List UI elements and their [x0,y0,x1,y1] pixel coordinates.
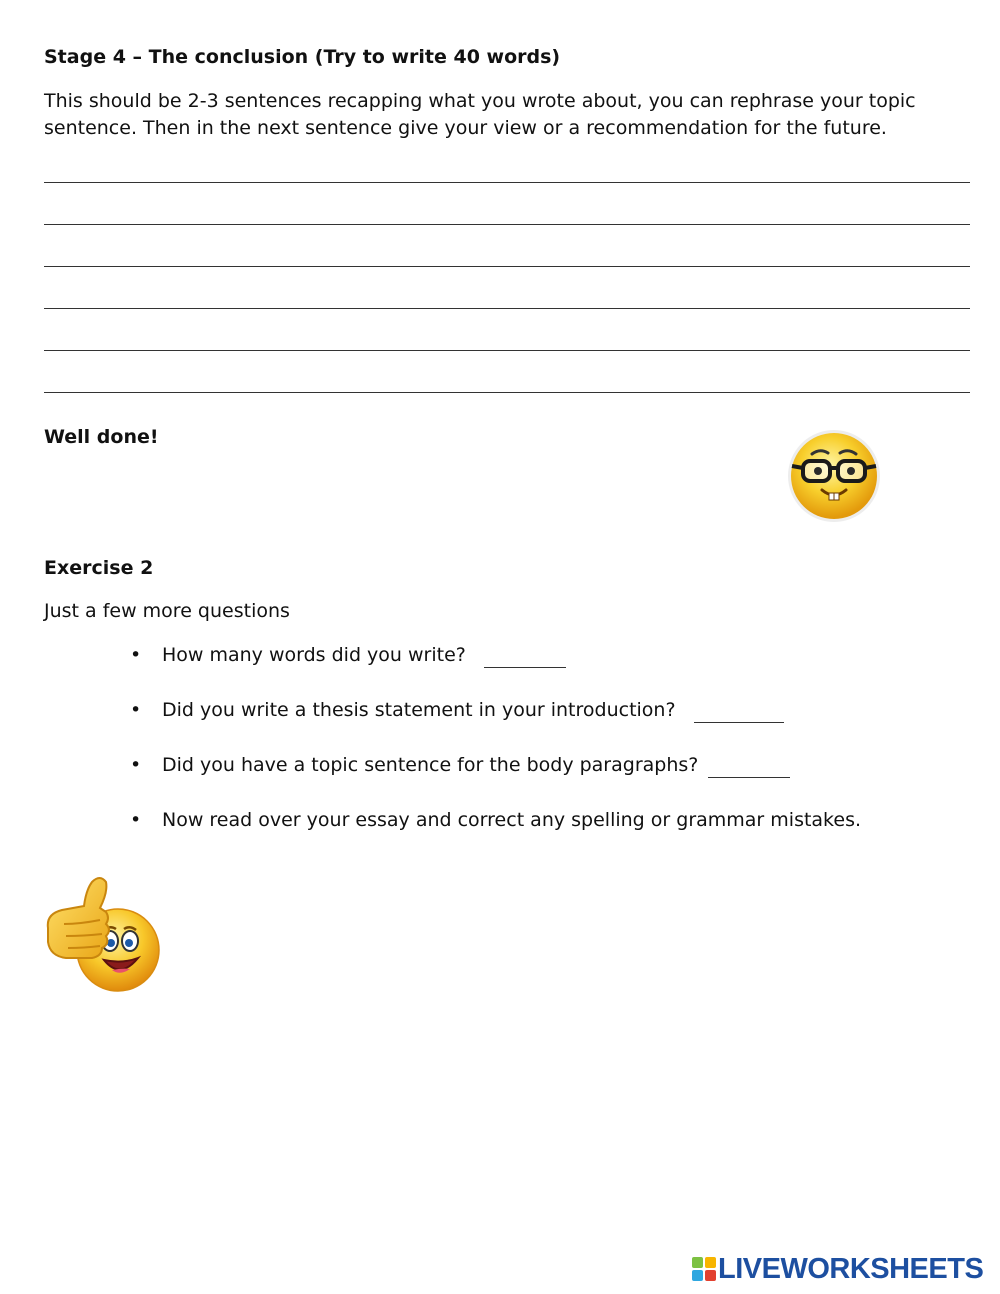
stage4-instructions [44,88,974,142]
instruction-line-1: This should be 2-3 sentences recapping what you wrote about, you can rephrase your topic [44,90,916,112]
nerd-glasses-emoji-icon [786,428,882,524]
exercise2-heading: Exercise 2 [44,557,154,579]
answer-line-5[interactable] [44,330,970,351]
question-text: Now read over your essay and correct any spelling or grammar mistakes. [162,809,862,831]
question-list [118,640,861,860]
liveworksheets-logo-icon [692,1257,716,1281]
instruction-line-2: sentence. Then in the next sentence give your view or a recommendation for the future. [44,117,887,139]
question-text: Did you write a thesis statement in your introduction? [162,699,676,721]
answer-line-3[interactable] [44,246,970,267]
answer-line-2[interactable] [44,204,970,225]
list-item [118,695,861,750]
answer-line-6[interactable] [44,372,970,393]
liveworksheets-logo [692,1252,983,1286]
answer-line-4[interactable] [44,288,970,309]
question-text: How many words did you write? [162,644,466,666]
question-text: Did you have a topic sentence for the body paragraphs? [162,754,699,776]
bullet-icon: • [130,754,142,776]
bullet-icon: • [130,699,142,721]
stage4-heading: Stage 4 – The conclusion (Try to write 40 words) [44,46,561,68]
exercise2-intro: Just a few more questions [44,600,290,622]
list-item [118,805,861,860]
logo-text: LIVEWORKSHEETS [718,1252,984,1285]
thumbs-up-emoji-icon [40,872,164,1000]
answer-line-1[interactable] [44,162,970,183]
word-count-answer-field[interactable] [484,647,566,668]
thesis-answer-field[interactable] [694,702,784,723]
well-done-text: Well done! [44,426,159,448]
bullet-icon: • [130,644,142,666]
list-item [118,640,861,695]
list-item [118,750,861,805]
topic-sentence-answer-field[interactable] [708,757,790,778]
bullet-icon: • [130,809,142,831]
